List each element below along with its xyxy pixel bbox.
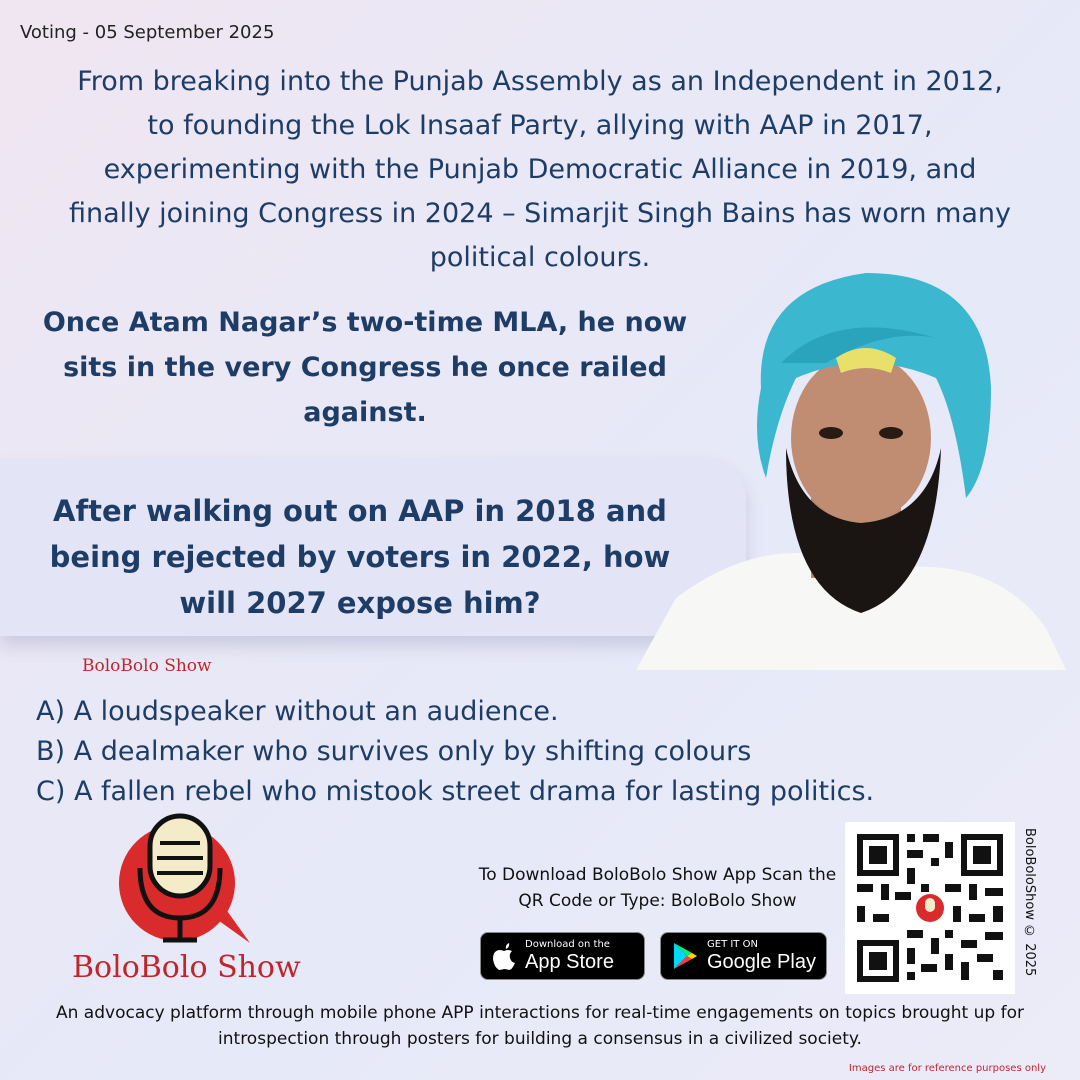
brand-wordmark: BoloBolo Show <box>72 950 301 985</box>
google-play-small-label: GET IT ON <box>707 939 758 950</box>
option-a[interactable]: A) A loudspeaker without an audience. <box>36 696 559 727</box>
option-c[interactable]: C) A fallen rebel who mistook street drama for lasting politics. <box>36 776 875 807</box>
app-store-label: App Store <box>525 951 614 973</box>
politician-portrait <box>636 268 1066 670</box>
google-play-button[interactable] <box>660 932 827 980</box>
image-disclaimer: Images are for reference purposes only <box>848 1063 1046 1074</box>
poll-question: After walking out on AAP in 2018 and being rejected by voters in 2022, how will 2027 expose him? <box>49 494 671 620</box>
poll-options <box>36 692 874 812</box>
copyright-notice: BoloBoloShow © 2025 <box>1022 828 1037 977</box>
option-b[interactable]: B) A dealmaker who survives only by shifting colours <box>36 736 752 767</box>
qr-code[interactable] <box>845 822 1015 994</box>
app-store-small-label: Download on the <box>525 939 610 950</box>
download-instructions: To Download BoloBolo Show App Scan the QR Code or Type: BoloBolo Show <box>478 865 837 911</box>
subhead-paragraph: Once Atam Nagar’s two-time MLA, he now sits in the very Congress he once railed against. <box>42 307 688 428</box>
app-store-button[interactable] <box>480 932 645 980</box>
apple-icon <box>491 941 517 971</box>
voting-date: Voting - 05 September 2025 <box>20 22 275 43</box>
intro-paragraph: From breaking into the Punjab Assembly as an Independent in 2012, to founding the Lok Insaaf Party, allying with AAP in 2017, experimenting with the Punjab Democratic Alliance in 2019, and finally joining Congress in 2024 – Simarjit Singh Bains has worn many political colours. <box>68 66 1012 273</box>
footer-tagline: An advocacy platform through mobile phone APP interactions for real-time engagements on topics brought up for introspection through posters for building a consensus in a civilized society. <box>56 1003 1024 1049</box>
google-play-label: Google Play <box>707 951 816 973</box>
play-triangle-icon <box>671 941 699 971</box>
brand-wordmark-small: BoloBolo Show <box>82 656 212 676</box>
